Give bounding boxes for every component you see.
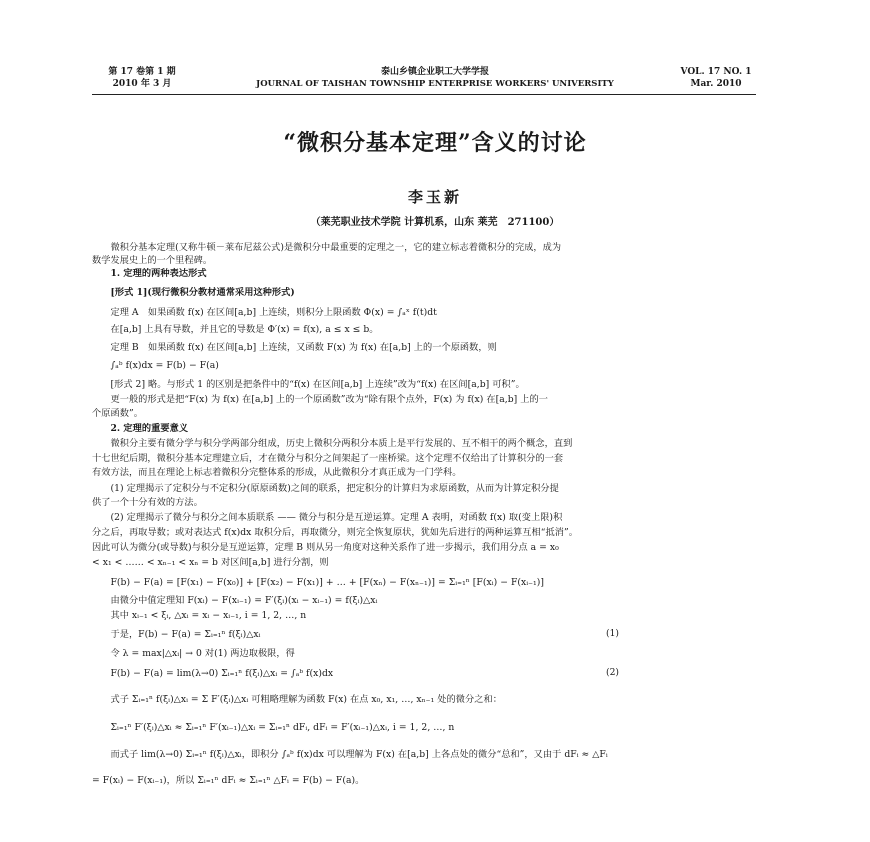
equation-line: F(b) − F(a) = lim(λ→0) Σᵢ₌₁ⁿ f(ξᵢ)△xᵢ = ∫ₐᵇ f(x)dx (92, 668, 334, 679)
body-line: 式子 Σᵢ₌₁ⁿ f(ξᵢ)△xᵢ = Σ F′(ξᵢ)△xᵢ 可粗略理解为函数 F(x) 在点 x₀, x₁, …, xₙ₋₁ 处的微分之和： (92, 694, 502, 705)
equation-line: 于是，F(b) − F(a) = Σᵢ₌₁ⁿ f(ξᵢ)△xᵢ (92, 629, 261, 640)
body-line: 数学发展史上的一个里程碑。 (92, 255, 213, 266)
body-line: 个原函数”。 (92, 408, 143, 419)
body-line: 更一般的形式是把“F(x) 为 f(x) 在[a,b] 上的一个原函数”改为“除有限个点外，F(x) 为 f(x) 在[a,b] 上的一 (92, 394, 548, 405)
body-line: ∫ₐᵇ f(x)dx = F(b) − F(a) (92, 360, 219, 371)
equation-line: F(b) − F(a) = [F(x₁) − F(x₀)] + [F(x₂) − F(x₁)] + … + [F(xₙ) − F(xₙ₋₁)] = Σᵢ₌₁ⁿ [F(xᵢ) − F(xᵢ₋₁)] (92, 577, 545, 588)
header-volume-en (676, 66, 756, 90)
body-line: [形式 2] 略。与形式 1 的区别是把条件中的“f(x) 在区间[a,b] 上连续”改为“f(x) 在区间[a,b] 可积”。 (92, 379, 525, 390)
header-journal (205, 66, 665, 90)
body-line: [形式 1](现行微积分教材通常采用这种形式) (92, 287, 295, 298)
body-line: 微积分基本定理(又称牛顿－莱布尼兹公式)是微积分中最重要的定理之一，它的建立标志着微积分的完成，成为 (92, 242, 562, 253)
body-line: < x₁ < …… < xₙ₋₁ < xₙ = b 对区间[a,b] 进行分割，则 (92, 557, 329, 568)
header-journal-en: JOURNAL OF TAISHAN TOWNSHIP ENTERPRISE WORKERS' UNIVERSITY (256, 79, 614, 89)
equation-number: (1) (606, 628, 620, 639)
body-line: 有效方法，而且在理论上标志着微积分完整体系的形成，从此微积分才真正成为一门学科。 (92, 467, 462, 478)
header-rule (92, 94, 756, 95)
equation-line: = F(xᵢ) − F(xᵢ₋₁)，所以 Σᵢ₌₁ⁿ dFᵢ ≈ Σᵢ₌₁ⁿ △Fᵢ = F(b) − F(a)。 (92, 775, 365, 786)
body-line: 供了一个十分有效的方法。 (92, 497, 203, 508)
equation-line: Σᵢ₌₁ⁿ F′(ξᵢ)△xᵢ ≈ Σᵢ₌₁ⁿ F′(xᵢ₋₁)△xᵢ = Σᵢ₌₁ⁿ dFᵢ, dFᵢ = F′(xᵢ₋₁)△xᵢ, i = 1, 2, …, n (92, 722, 455, 733)
body-line: (1) 定理揭示了定积分与不定积分(原原函数)之间的联系，把定积分的计算归为求原函数，从而为计算定积分提 (92, 483, 559, 494)
body-line: 微积分主要有微分学与积分学两部分组成，历史上微积分两积分本质上是平行发展的、互不相干的两个概念，直到 (92, 438, 573, 449)
section-heading: 2. 定理的重要意义 (92, 423, 189, 434)
equation-line: 由微分中值定理知 F(xᵢ) − F(xᵢ₋₁) = F′(ξᵢ)(xᵢ − xᵢ₋₁) = f(ξᵢ)△xᵢ (92, 595, 378, 606)
body-line: (2) 定理揭示了微分与积分之间本质联系 —— 微分与积分是互逆运算。定理 A 表明，对函数 f(x) 取(变上限)积 (92, 512, 563, 523)
paper-author: 李玉新 (407, 188, 462, 206)
section-heading: 1. 定理的两种表达形式 (92, 268, 207, 279)
paper-title: “微积分基本定理”含义的讨论 (283, 130, 587, 156)
header-vol-en: VOL. 17 NO. 1 (680, 67, 752, 77)
body-line: 分之后，再取导数；或对表达式 f(x)dx 取积分后，再取微分，则完全恢复原状，犹如先后进行的两种运算互相“抵消”。 (92, 527, 578, 538)
header-volume-cn (92, 66, 192, 90)
body-line: 十七世纪后期，微积分基本定理建立后，才在微分与积分之间架起了一座桥梁。这个定理不仅给出了计算积分的一套 (92, 453, 564, 464)
body-line: 因此可认为微分(或导数)与积分是互逆运算，定理 B 则从另一角度对这种关系作了进一步揭示，我们用分点 a = x₀ (92, 542, 559, 553)
header-journal-cn: 泰山乡镇企业职工大学学报 (380, 67, 489, 77)
body-line: 定理 B 如果函数 f(x) 在区间[a,b] 上连续，又函数 F(x) 为 f(x) 在[a,b] 上的一个原函数，则 (92, 342, 497, 353)
equation-line: 其中 xᵢ₋₁ < ξᵢ, △xᵢ = xᵢ − xᵢ₋₁, i = 1, 2, …, n (92, 610, 307, 621)
body-line: 而式子 lim(λ→0) Σᵢ₌₁ⁿ f(ξᵢ)△xᵢ，即积分 ∫ₐᵇ f(x)dx 可以理解为 F(x) 在[a,b] 上各点处的微分“总和”，又由于 dFᵢ ≈ △Fᵢ (92, 749, 608, 760)
header-date-cn: 2010 年 3 月 (112, 79, 172, 89)
body-line: 定理 A 如果函数 f(x) 在区间[a,b] 上连续，则积分上限函数 Φ(x) = ∫ₐˣ f(t)dt (92, 307, 437, 318)
body-line: 令 λ = max|△xᵢ| → 0 对(1) 两边取极限，得 (92, 648, 295, 659)
equation-number: (2) (606, 667, 620, 678)
header-vol-cn: 第 17 卷第 1 期 (108, 67, 176, 77)
paper-affiliation: （莱芜职业技术学院 计算机系，山东 莱芜 271100） (310, 217, 560, 228)
header-date-en: Mar. 2010 (690, 79, 742, 89)
body-line: 在[a,b] 上具有导数，并且它的导数是 Φ′(x) = f(x), a ≤ x ≤ b。 (92, 324, 379, 335)
